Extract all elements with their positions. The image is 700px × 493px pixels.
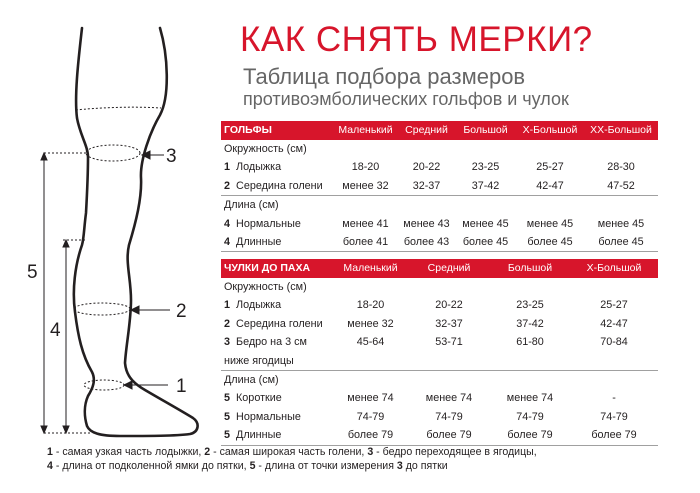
table-cell: 25-27	[600, 299, 628, 312]
table-cell: более 45	[584, 233, 658, 252]
dim-4-arrow-up	[63, 240, 69, 247]
stockings-table-name: ЧУЛКИ ДО ПАХА	[221, 259, 333, 278]
table-row	[221, 426, 658, 445]
row-label: 3 Бедро на 3 см	[224, 336, 307, 349]
table-cell: 45-64	[356, 336, 385, 349]
table-row	[221, 215, 658, 233]
dim-5-arrow-up	[41, 153, 47, 160]
row-label: 5 Длинные	[221, 426, 333, 445]
table-cell: менее 45	[597, 217, 645, 230]
stockings-size-header: X-Большой	[570, 259, 658, 278]
table-cell: более 45	[455, 233, 516, 252]
table-row	[221, 333, 658, 351]
table-row	[221, 296, 658, 314]
table-row	[221, 233, 658, 252]
thigh-measure-ellipse	[86, 145, 140, 161]
footnote-line-2: 4 - длина от подколенной ямки до пятки, 5 - длина от точки измерения 3 до пятки	[47, 460, 448, 472]
thigh-measure-top-ellipse	[76, 107, 161, 110]
table-cell: 74-79	[600, 410, 628, 423]
table-row	[221, 389, 658, 407]
golfs-size-header: XX-Большой	[584, 121, 658, 140]
table-cell: 70-84	[600, 336, 628, 349]
pointer-1-arrow	[124, 381, 132, 389]
table-cell: менее 41	[342, 217, 389, 230]
golfs-length-section	[221, 196, 658, 215]
dim-5-label: 5	[27, 262, 38, 283]
footnote-line-1: 1 - самая узкая часть лодыжки, 2 - самая широкая часть голени, 3 - бедро переходящее в ягодицы,	[47, 446, 537, 458]
stockings-size-header: Средний	[408, 259, 490, 278]
page-subtitle-line2: противоэмболических гольфов и чулок	[243, 89, 569, 109]
table-row	[221, 177, 658, 196]
table-cell: менее 32	[342, 179, 389, 192]
table-cell: менее 74	[347, 392, 394, 405]
leg-outline-back	[74, 28, 198, 436]
table-cell: 28-30	[607, 161, 635, 174]
table-cell: 74-79	[516, 410, 544, 423]
table-cell: -	[612, 392, 616, 405]
table-cell: более 79	[490, 426, 570, 445]
table-cell: менее 45	[526, 217, 574, 230]
table-cell: 32-37	[412, 179, 441, 192]
table-row	[221, 315, 658, 333]
golfs-size-header: Средний	[398, 121, 455, 140]
row-label: 2 Середина голени	[224, 179, 323, 192]
table-row	[221, 158, 658, 176]
golfs-size-table	[221, 121, 658, 252]
row-label: 4 Длинные	[221, 233, 333, 252]
section-label: Длина (см)	[221, 371, 658, 390]
table-cell: более 79	[570, 426, 658, 445]
row-label: 5 Нормальные	[224, 410, 301, 423]
golfs-header-row	[221, 121, 658, 140]
section-label: Окружность (см)	[224, 281, 307, 293]
golfs-size-header: X-Большой	[516, 121, 584, 140]
table-cell: менее 45	[462, 217, 509, 230]
stockings-size-table	[221, 259, 658, 446]
table-cell: 37-42	[516, 317, 544, 330]
stockings-circumference-section	[221, 278, 658, 296]
table-cell: 42-47	[600, 317, 628, 330]
table-cell: 23-25	[471, 161, 500, 174]
stockings-size-header: Большой	[490, 259, 570, 278]
marker-3-label: 3	[166, 146, 177, 167]
table-row	[221, 408, 658, 426]
stockings-header-row	[221, 259, 658, 278]
table-cell: 74-79	[356, 410, 385, 423]
table-cell: менее 43	[403, 217, 450, 230]
section-label: Длина (см)	[221, 196, 658, 215]
table-cell: менее 74	[425, 392, 473, 405]
table-cell: 61-80	[516, 336, 544, 349]
table-cell: 20-22	[412, 161, 441, 174]
page-subtitle-line1: Таблица подбора размеров	[243, 64, 526, 89]
row-label-continuation: ниже ягодицы	[224, 354, 294, 367]
table-cell: 53-71	[435, 336, 463, 349]
table-cell: 25-27	[536, 161, 564, 174]
table-cell: более 43	[398, 233, 455, 252]
table-cell: более 79	[333, 426, 408, 445]
golfs-circumference-section	[221, 140, 658, 158]
table-cell: 23-25	[516, 299, 544, 312]
table-cell: 37-42	[471, 179, 500, 192]
dim-5-arrow-down	[41, 426, 47, 433]
row-label: 4 Нормальные	[224, 217, 301, 230]
row-label: 1 Лодыжка	[224, 299, 282, 312]
table-cell: более 79	[408, 426, 490, 445]
table-cell: 42-47	[536, 179, 564, 192]
section-label: Окружность (см)	[224, 143, 307, 155]
row-label: 2 Середина голени	[224, 317, 323, 330]
marker-1-label: 1	[176, 376, 187, 397]
row-label: 1 Лодыжка	[224, 161, 282, 174]
table-cell: 18-20	[351, 161, 380, 174]
table-cell: 74-79	[435, 410, 463, 423]
stockings-length-section	[221, 371, 658, 390]
table-cell: 20-22	[435, 299, 463, 312]
table-cell: 47-52	[607, 179, 635, 192]
row-label: 5 Короткие	[224, 392, 282, 405]
table-cell: менее 32	[347, 317, 394, 330]
pointer-2-arrow	[131, 306, 139, 314]
table-cell: 32-37	[435, 317, 463, 330]
table-cell: более 41	[333, 233, 398, 252]
dim-4-arrow-down	[63, 426, 69, 433]
marker-2-label: 2	[176, 301, 187, 322]
stockings-size-header: Маленький	[333, 259, 408, 278]
golfs-size-header: Маленький	[333, 121, 398, 140]
table-cell: более 45	[516, 233, 584, 252]
dim-4-label: 4	[50, 320, 61, 341]
table-cell: менее 74	[506, 392, 554, 405]
golfs-table-name: ГОЛЬФЫ	[221, 121, 333, 140]
calf-measure-ellipse	[74, 303, 130, 315]
leg-measurement-figure	[0, 0, 220, 440]
page-title: КАК СНЯТЬ МЕРКИ?	[240, 20, 593, 59]
golfs-size-header: Большой	[455, 121, 516, 140]
table-row	[221, 352, 658, 371]
table-cell: 18-20	[356, 299, 385, 312]
ankle-measure-ellipse	[84, 380, 124, 390]
